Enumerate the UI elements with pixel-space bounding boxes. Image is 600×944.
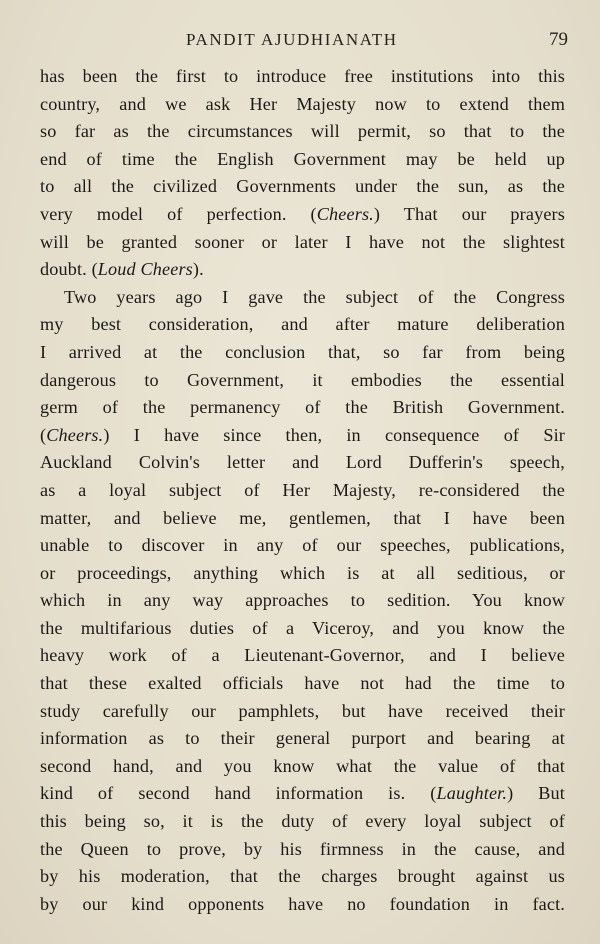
- text-line: by his moderation, that the charges brought against us: [40, 866, 565, 887]
- text-line: or proceedings, anything which is at all seditious, or: [40, 562, 565, 583]
- text-line: my best consideration, and after mature deliberation: [40, 314, 565, 335]
- text-line: (Cheers.) I have since then, in consequence of Sir: [40, 424, 565, 445]
- text-line: matter, and believe me, gentlemen, that I have been: [40, 507, 565, 528]
- text-line: unable to discover in any of our speeches, publications,: [40, 535, 565, 556]
- text-line: I arrived at the conclusion that, so far from being: [40, 341, 565, 362]
- text-line: so far as the circumstances will permit, so that to the: [40, 121, 565, 142]
- text-line: dangerous to Government, it embodies the essential: [40, 369, 565, 390]
- text-line: Two years ago I gave the subject of the Congress: [64, 286, 565, 307]
- text-line: by our kind opponents have no foundation in fact.: [40, 893, 565, 914]
- text-line: country, and we ask Her Majesty now to extend them: [40, 93, 565, 114]
- text-line: the Queen to prove, by his firmness in the cause, and: [40, 838, 565, 859]
- running-title: PANDIT AJUDHIANATH: [186, 30, 398, 49]
- running-head: [0, 30, 600, 54]
- text-line: as a loyal subject of Her Majesty, re-considered the: [40, 479, 565, 500]
- text-line: information as to their general purport and bearing at: [40, 728, 565, 749]
- text-line: kind of second hand information is. (Laughter.) But: [40, 783, 565, 804]
- text-line: end of time the English Government may be held up: [40, 148, 565, 169]
- text-line: Auckland Colvin's letter and Lord Dufferin's speech,: [40, 452, 565, 473]
- text-line: has been the first to introduce free institutions into this: [40, 66, 565, 86]
- text-line: very model of perfection. (Cheers.) That our prayers: [40, 203, 565, 224]
- text-line: that these exalted officials have not had the time to: [40, 673, 565, 694]
- text-line: to all the civilized Governments under the sun, as the: [40, 176, 565, 197]
- text-line: germ of the permanency of the British Government.: [40, 397, 565, 418]
- text-line: the multifarious duties of a Viceroy, and you know the: [40, 617, 565, 638]
- text-line: doubt. (Loud Cheers).: [40, 259, 204, 280]
- text-line: study carefully our pamphlets, but have received their: [40, 700, 565, 721]
- text-line: second hand, and you know what the value of that: [40, 755, 565, 776]
- page-number: 79: [549, 29, 568, 50]
- body-text: [40, 63, 565, 918]
- text-line: this being so, it is the duty of every loyal subject of: [40, 811, 565, 832]
- text-line: will be granted sooner or later I have not the slightest: [40, 231, 565, 252]
- text-line: which in any way approaches to sedition. You know: [40, 590, 565, 611]
- text-line: heavy work of a Lieutenant-Governor, and I believe: [40, 645, 565, 666]
